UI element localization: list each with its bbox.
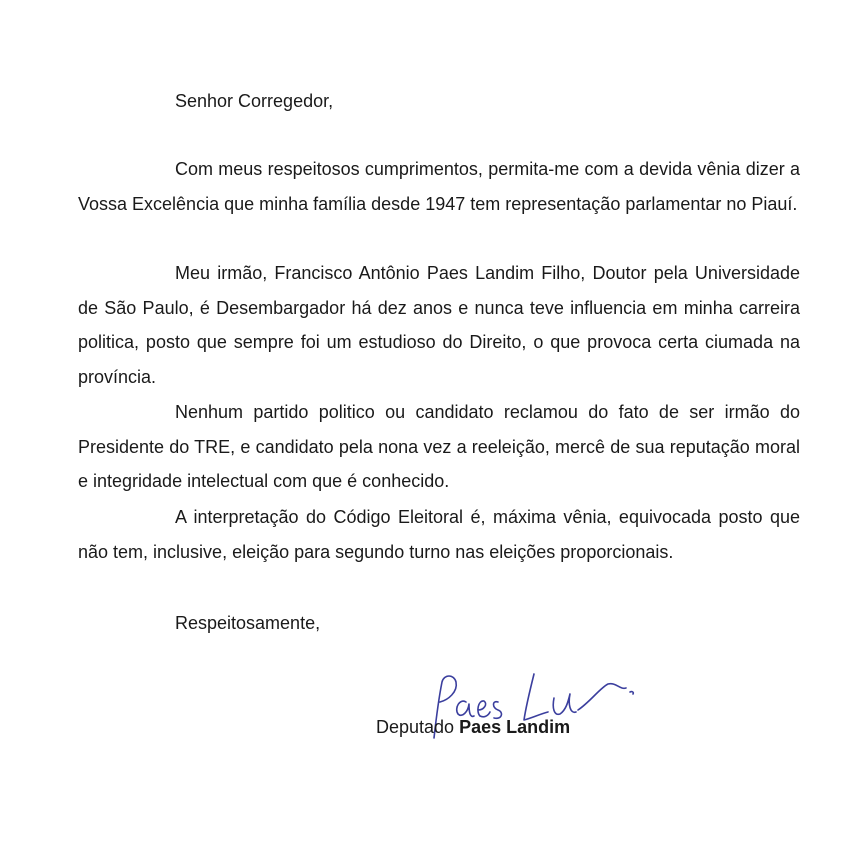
signature-name: Paes Landim <box>459 717 571 737</box>
salutation: Senhor Corregedor, <box>175 91 334 111</box>
signature-line <box>376 716 570 738</box>
paragraph-electoral-code: A interpretação do Código Eleitoral é, máxima vênia, equivocada posto que não tem, inclusive, eleição para segundo turno nas eleições proporcionais. <box>78 507 800 562</box>
closing: Respeitosamente, <box>175 613 321 633</box>
signature-title: Deputado <box>376 717 455 737</box>
paragraph-greeting: Com meus respeitosos cumprimentos, permita-me com a devida vênia dizer a Vossa Excelência que minha família desde 1947 tem representação parlamentar no Piauí. <box>78 159 800 214</box>
paragraph-no-complaint: Nenhum partido politico ou candidato reclamou do fato de ser irmão do Presidente do TRE, e candidato pela nona vez a reeleição, mercê de sua reputação moral e integridade intelectual com que é conhecido. <box>78 402 800 491</box>
paragraph-brother: Meu irmão, Francisco Antônio Paes Landim Filho, Doutor pela Universidade de São Paulo, é Desembargador há dez anos e nunca teve influencia em minha carreira politica, posto que sempre foi um estudioso do Direito, o que provoca certa ciumada na província. <box>78 263 800 387</box>
